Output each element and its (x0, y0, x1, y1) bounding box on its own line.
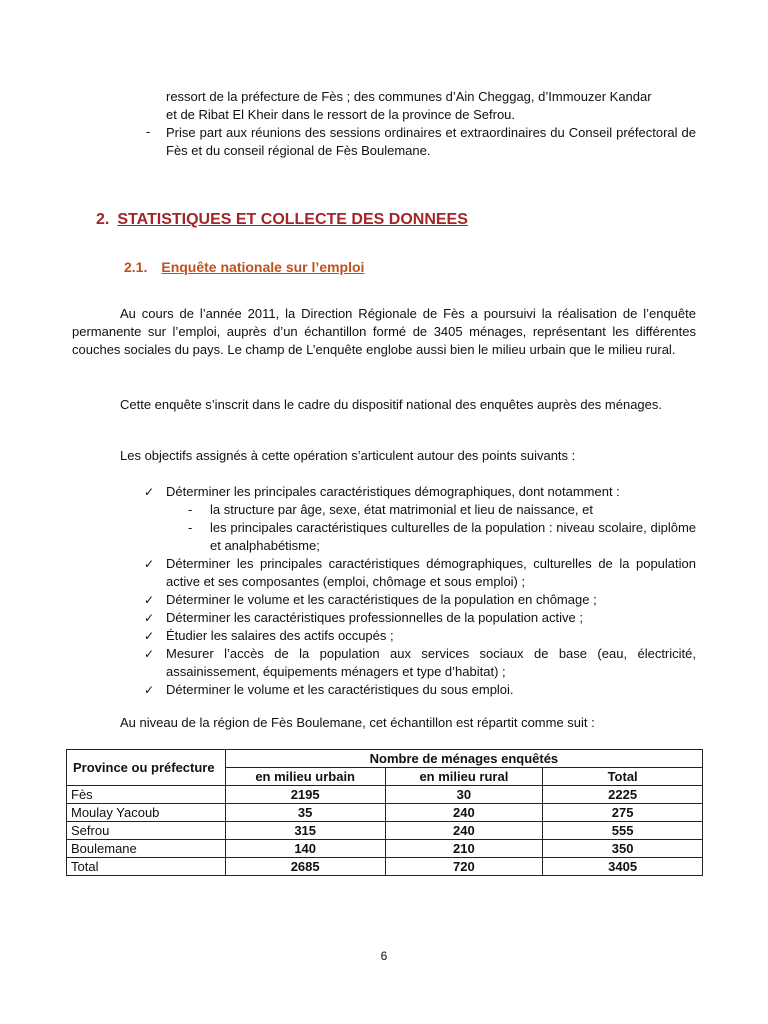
sub-list-item (140, 519, 696, 555)
list-item-text: Étudier les salaires des actifs occupés ; (166, 628, 394, 643)
cell-urban: 35 (225, 804, 385, 822)
header-rural: en milieu rural (385, 768, 543, 786)
paragraph-text: Cette enquête s’inscrit dans le cadre du dispositif national des enquêtes auprès des ménages. (120, 397, 663, 412)
list-item (140, 591, 696, 609)
paragraph-sample-distribution (72, 714, 696, 732)
paragraph-framework (72, 396, 696, 414)
paragraph-text: Au cours de l’année 2011, la Direction Régionale de Fès a poursuivi la réalisation de l’enquête permanente sur l’emploi, auprès d’un échantillon formé de 3405 ménages, représentant les différentes couches sociales du pays. Le champ de L’enquête englobe aussi bien le milieu urbain que le milieu rural. (72, 306, 696, 357)
list-item (140, 555, 696, 591)
cell-rural: 720 (385, 858, 543, 876)
cell-rural: 30 (385, 786, 543, 804)
table-row (67, 786, 703, 804)
paragraph-text: Les objectifs assignés à cette opération s’articulent autour des points suivants : (120, 448, 576, 463)
page-number: 6 (380, 949, 388, 963)
cell-urban: 140 (225, 840, 385, 858)
row-label: Fès (67, 786, 226, 804)
cell-total: 2225 (543, 786, 703, 804)
sub-list-item-text: les principales caractéristiques culturelles de la population : niveau scolaire, diplôme et analphabétisme; (210, 520, 696, 553)
cell-rural: 240 (385, 804, 543, 822)
table-header-row (67, 750, 703, 768)
list-item-text: Déterminer le volume et les caractéristiques de la population en chômage ; (166, 592, 597, 607)
table-row (67, 840, 703, 858)
checkmark-icon: ✓ (144, 647, 155, 661)
intro-dash-text: Prise part aux réunions des sessions ordinaires et extraordinaires du Conseil préfectoral de Fès et du conseil régional de Fès Boulemane. (166, 125, 696, 158)
table-row (67, 822, 703, 840)
row-label: Sefrou (67, 822, 226, 840)
row-label: Total (67, 858, 226, 876)
paragraph-survey-intro (72, 305, 696, 359)
intro-line: ressort de la préfecture de Fès ; des communes d’Ain Cheggag, d’Immouzer Kandar (166, 89, 652, 104)
section-number: 2. (96, 211, 110, 228)
sub-list-item-text: la structure par âge, sexe, état matrimonial et lieu de naissance, et (210, 502, 593, 517)
paragraph-objectives-intro (72, 447, 696, 465)
list-item (140, 609, 696, 627)
table-row (67, 804, 703, 822)
paragraph-text: Au niveau de la région de Fès Boulemane, cet échantillon est répartit comme suit : (120, 715, 595, 730)
dash-marker: - (188, 520, 193, 535)
cell-total: 275 (543, 804, 703, 822)
checkmark-icon: ✓ (144, 485, 155, 499)
subsection-number: 2.1. (124, 259, 148, 275)
cell-urban: 2195 (225, 786, 385, 804)
list-item (140, 681, 696, 699)
cell-total: 555 (543, 822, 703, 840)
list-item (140, 645, 696, 681)
checkmark-icon: ✓ (144, 629, 155, 643)
dash-marker: - (146, 124, 151, 139)
section-title: STATISTIQUES ET COLLECTE DES DONNEES (117, 211, 468, 228)
list-item-text: Déterminer les principales caractéristiques démographiques, dont notamment : (166, 484, 620, 499)
list-item-text: Mesurer l’accès de la population aux services sociaux de base (eau, électricité, assainissement, équipements ménagers et type d’habitat) ; (166, 646, 696, 679)
checkmark-icon: ✓ (144, 683, 155, 697)
intro-dash-item (146, 124, 696, 160)
subsection-heading (124, 259, 364, 275)
dash-marker: - (188, 502, 193, 517)
intro-line: et de Ribat El Kheir dans le ressort de la province de Sefrou. (166, 107, 516, 122)
list-item-text: Déterminer les caractéristiques professionnelles de la population active ; (166, 610, 583, 625)
list-item-text: Déterminer le volume et les caractéristiques du sous emploi. (166, 682, 514, 697)
households-table (66, 749, 703, 876)
cell-rural: 240 (385, 822, 543, 840)
checkmark-icon: ✓ (144, 611, 155, 625)
checkmark-icon: ✓ (144, 557, 155, 571)
header-households-group: Nombre de ménages enquêtés (225, 750, 702, 768)
row-label: Boulemane (67, 840, 226, 858)
header-urban: en milieu urbain (225, 768, 385, 786)
cell-urban: 2685 (225, 858, 385, 876)
row-label: Moulay Yacoub (67, 804, 226, 822)
intro-continuation (166, 88, 696, 124)
table-total-row (67, 858, 703, 876)
section-heading (96, 211, 468, 229)
objectives-list (140, 483, 696, 699)
sub-list-item (140, 501, 696, 519)
list-item-text: Déterminer les principales caractéristiques démographiques, culturelles de la population active et ses composantes (emploi, chômage et sous emploi) ; (166, 556, 696, 589)
header-total: Total (543, 768, 703, 786)
cell-total: 350 (543, 840, 703, 858)
list-item (140, 483, 696, 501)
checkmark-icon: ✓ (144, 593, 155, 607)
cell-urban: 315 (225, 822, 385, 840)
cell-total: 3405 (543, 858, 703, 876)
subsection-title: Enquête nationale sur l’emploi (161, 259, 365, 275)
list-item (140, 627, 696, 645)
cell-rural: 210 (385, 840, 543, 858)
header-province: Province ou préfecture (67, 750, 226, 786)
